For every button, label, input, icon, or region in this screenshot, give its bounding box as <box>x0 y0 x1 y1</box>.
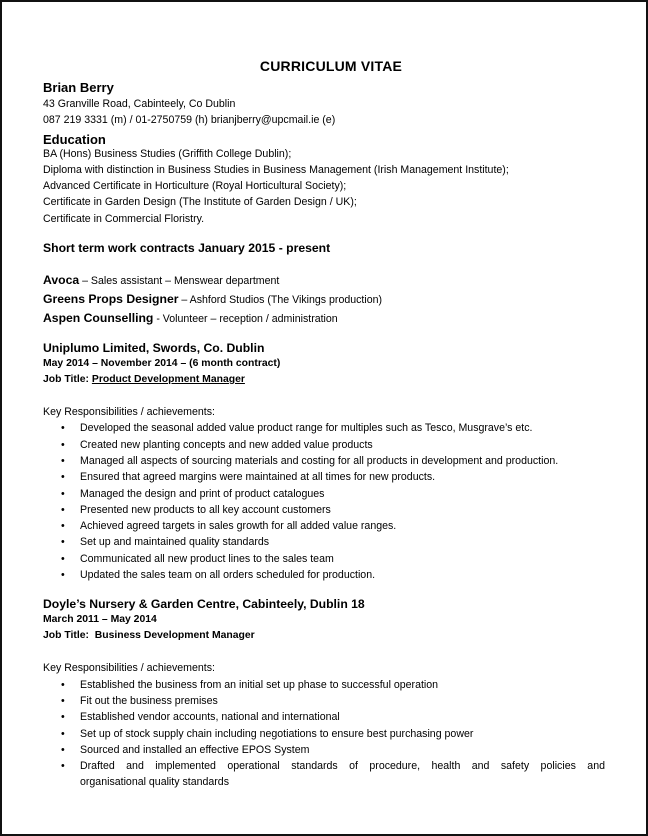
education-list <box>43 146 605 227</box>
job1-title-value: Product Development Manager <box>91 374 245 386</box>
education-item: Advanced Certificate in Horticulture (Royal Horticultural Society); <box>43 180 347 193</box>
role-line <box>43 309 605 328</box>
bullet-icon: • <box>61 487 65 500</box>
job1-bullet-list <box>43 420 605 583</box>
bullet-icon: • <box>61 454 65 467</box>
bullet-icon: • <box>61 569 65 582</box>
role-org: Aspen Counselling <box>43 311 154 326</box>
bullet-icon: • <box>61 471 65 484</box>
education-item: Certificate in Commercial Floristry. <box>43 212 205 225</box>
role-detail: – Ashford Studios (The Vikings production) <box>178 294 383 307</box>
list-item: • Established vendor accounts, national and international <box>43 709 605 725</box>
list-item: • Developed the seasonal added value product range for multiples such as Tesco, Musgrave’s etc. <box>43 420 605 436</box>
job1-dates: May 2014 – November 2014 – (6 month contract) <box>43 358 281 370</box>
job1-heading: Uniplumo Limited, Swords, Co. Dublin <box>43 341 265 356</box>
job1-title <box>43 372 605 388</box>
page-title: CURRICULUM VITAE <box>259 58 403 74</box>
role-org: Avoca <box>43 273 80 288</box>
list-item: • Managed all aspects of sourcing materials and costing for all products in development and production. <box>43 453 605 469</box>
bullet-icon: • <box>61 438 65 451</box>
cv-document <box>43 58 605 791</box>
bullet-icon: • <box>61 520 65 533</box>
list-item: • Ensured that agreed margins were maintained at all times for new products. <box>43 469 605 485</box>
list-item: • Established the business from an initial set up phase to successful operation <box>43 677 605 693</box>
job2-dates: March 2011 – May 2014 <box>43 614 157 626</box>
bullet-icon: • <box>61 711 65 724</box>
bullet-icon: • <box>61 503 65 516</box>
address: 43 Granville Road, Cabinteely, Co Dublin <box>43 98 236 110</box>
bullet-icon: • <box>61 422 65 435</box>
education-item: Diploma with distinction in Business Studies in Business Management (Irish Management Institute); <box>43 163 509 176</box>
bullet-icon: • <box>61 678 65 691</box>
list-item: • Created new planting concepts and new added value products <box>43 437 605 453</box>
list-item: • Updated the sales team on all orders scheduled for production. <box>43 567 605 583</box>
job2-title: Job Title: Business Development Manager <box>43 630 255 642</box>
bullet-icon: • <box>61 727 65 740</box>
short-term-heading: Short term work contracts January 2015 - present <box>43 241 331 256</box>
role-line <box>43 290 605 309</box>
job1-title-label: Job Title: <box>43 374 92 386</box>
job1-resp-heading: Key Responsibilities / achievements: <box>43 406 215 419</box>
list-item: • Sourced and installed an effective EPOS System <box>43 742 605 758</box>
list-item: • Drafted and implemented operational standards of procedure, health and safety policies and organisational quality standards <box>61 760 605 789</box>
bullet-icon: • <box>61 536 65 549</box>
candidate-name: Brian Berry <box>43 80 114 95</box>
list-item: • Managed the design and print of product catalogues <box>43 486 605 502</box>
role-detail: - Volunteer – reception / administration <box>153 313 338 326</box>
bullet-icon: • <box>61 743 65 756</box>
education-item: Certificate in Garden Design (The Institute of Garden Design / UK); <box>43 196 357 209</box>
job2-heading: Doyle’s Nursery & Garden Centre, Cabinteely, Dublin 18 <box>43 597 365 612</box>
bullet-icon: • <box>61 694 65 707</box>
contact-details: 087 219 3331 (m) / 01-2750759 (h) brianjberry@upcmail.ie (e) <box>43 114 336 127</box>
job2-resp-heading: Key Responsibilities / achievements: <box>43 662 215 675</box>
role-line <box>43 271 605 290</box>
bullet-icon: • <box>61 552 65 565</box>
education-heading: Education <box>43 131 106 147</box>
list-item: • Presented new products to all key account customers <box>43 502 605 518</box>
list-item: • Set up and maintained quality standards <box>43 534 605 550</box>
job2-bullet-list <box>43 677 605 791</box>
list-item: • Achieved agreed targets in sales growth for all added value ranges. <box>43 518 605 534</box>
list-item: • Communicated all new product lines to the sales team <box>43 551 605 567</box>
role-org: Greens Props Designer <box>43 292 179 307</box>
bullet-icon: • <box>61 760 65 773</box>
list-item: • Fit out the business premises <box>43 693 605 709</box>
short-term-roles <box>43 271 605 328</box>
education-item: BA (Hons) Business Studies (Griffith College Dublin); <box>43 147 292 160</box>
list-item: • Set up of stock supply chain including negotiations to ensure best purchasing power <box>43 726 605 742</box>
role-detail: – Sales assistant – Menswear department <box>79 275 280 288</box>
